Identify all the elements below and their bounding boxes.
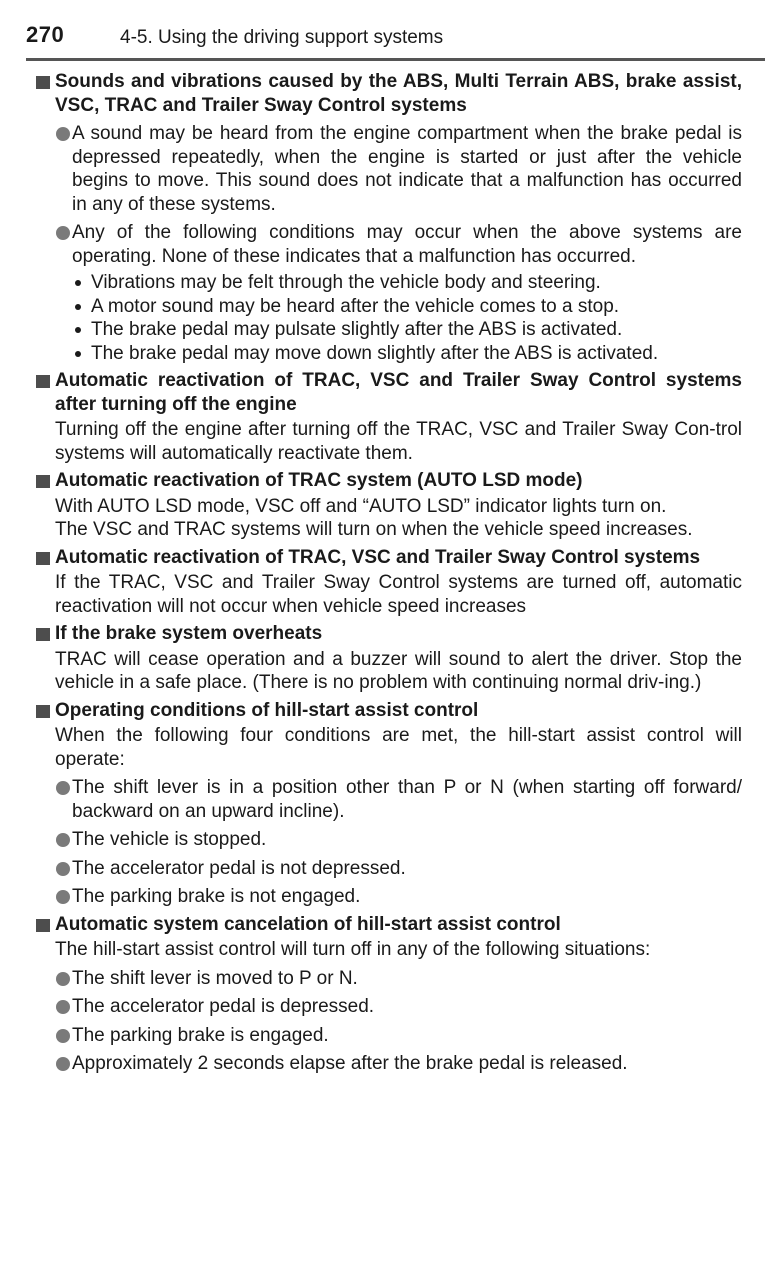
small-dot-icon <box>75 327 81 333</box>
section-body: TRAC will cease operation and a buzzer will sound to alert the driver. Stop the vehicle in a safe place. (There is no problem with continuing normal driv-ing.) <box>55 648 742 693</box>
section-hill-start-cancelation <box>36 913 742 1076</box>
header-divider <box>26 58 765 61</box>
circle-bullet-icon <box>56 226 70 240</box>
section-reactivation-auto-lsd <box>36 469 742 542</box>
small-dot-icon <box>75 351 81 357</box>
small-dot-icon <box>75 280 81 286</box>
section-abs-sounds <box>36 70 742 365</box>
bullet-item: The parking brake is not engaged. <box>36 885 742 909</box>
section-body: The hill-start assist control will turn off in any of the following situations: <box>55 939 651 960</box>
circle-bullet-icon <box>56 1029 70 1043</box>
square-bullet-icon <box>36 76 50 89</box>
bullet-item: The accelerator pedal is not depressed. <box>36 857 742 881</box>
section-body: Turning off the engine after turning off the TRAC, VSC and Trailer Sway Con-trol systems will automatically reactivate them. <box>55 419 742 464</box>
square-bullet-icon <box>36 628 50 641</box>
section-heading: Operating conditions of hill-start assist control <box>36 699 742 723</box>
section-brake-overheat <box>36 622 742 695</box>
page-header <box>0 0 765 62</box>
page-number: 270 <box>26 22 65 47</box>
circle-bullet-icon <box>56 833 70 847</box>
circle-bullet-icon <box>56 890 70 904</box>
bullet-item: The shift lever is moved to P or N. <box>36 967 742 991</box>
sub-bullet-item: The brake pedal may pulsate slightly after the ABS is activated. <box>36 318 742 342</box>
page-content <box>36 70 742 1076</box>
square-bullet-icon <box>36 705 50 718</box>
section-reactivation-engine-off <box>36 369 742 465</box>
square-bullet-icon <box>36 475 50 488</box>
section-heading: Automatic reactivation of TRAC system (AUTO LSD mode) <box>36 469 742 493</box>
bullet-item: A sound may be heard from the engine compartment when the brake pedal is depressed repeatedly, when the engine is started or just after the vehicle begins to move. This sound does not indicate that a malfunction has occurred in any of these systems. <box>36 122 742 216</box>
section-heading: If the brake system overheats <box>36 622 742 646</box>
circle-bullet-icon <box>56 127 70 141</box>
circle-bullet-icon <box>56 1000 70 1014</box>
circle-bullet-icon <box>56 781 70 795</box>
bullet-item: The accelerator pedal is depressed. <box>36 995 742 1019</box>
section-heading: Sounds and vibrations caused by the ABS, Multi Terrain ABS, brake assist, VSC, TRAC and Trailer Sway Control systems <box>36 70 742 117</box>
section-reactivation-speed <box>36 546 742 619</box>
section-hill-start-conditions <box>36 699 742 909</box>
circle-bullet-icon <box>56 1057 70 1071</box>
section-body-line: With AUTO LSD mode, VSC off and “AUTO LSD” indicator lights turn on. <box>55 495 667 517</box>
chapter-section-title: 4-5. Using the driving support systems <box>120 27 444 48</box>
section-body-line: The VSC and TRAC systems will turn on when the vehicle speed increases. <box>55 519 693 540</box>
sub-bullet-list <box>36 271 742 365</box>
sub-bullet-item: The brake pedal may move down slightly after the ABS is activated. <box>36 342 742 366</box>
bullet-item: Any of the following conditions may occur when the above systems are operating. None of these indicates that a malfunction has occurred. <box>36 221 742 268</box>
circle-bullet-icon <box>56 972 70 986</box>
section-body: When the following four conditions are met, the hill-start assist control will operate: <box>55 725 742 770</box>
small-dot-icon <box>75 304 81 310</box>
section-heading: Automatic system cancelation of hill-start assist control <box>36 913 742 937</box>
circle-bullet-icon <box>56 862 70 876</box>
sub-bullet-item: Vibrations may be felt through the vehicle body and steering. <box>36 271 742 295</box>
section-body: If the TRAC, VSC and Trailer Sway Control systems are turned off, automatic reactivation will not occur when vehicle speed increases <box>55 572 742 617</box>
bullet-item: The vehicle is stopped. <box>36 828 742 852</box>
bullet-item: The shift lever is in a position other than P or N (when starting off forward/ backward on an upward incline). <box>36 776 742 823</box>
section-heading: Automatic reactivation of TRAC, VSC and Trailer Sway Control systems after turning off the engine <box>36 369 742 416</box>
sub-bullet-item: A motor sound may be heard after the vehicle comes to a stop. <box>36 295 742 319</box>
square-bullet-icon <box>36 375 50 388</box>
bullet-item: The parking brake is engaged. <box>36 1024 742 1048</box>
section-heading: Automatic reactivation of TRAC, VSC and Trailer Sway Control systems <box>36 546 742 570</box>
square-bullet-icon <box>36 552 50 565</box>
bullet-item: Approximately 2 seconds elapse after the brake pedal is released. <box>36 1052 742 1076</box>
square-bullet-icon <box>36 919 50 932</box>
